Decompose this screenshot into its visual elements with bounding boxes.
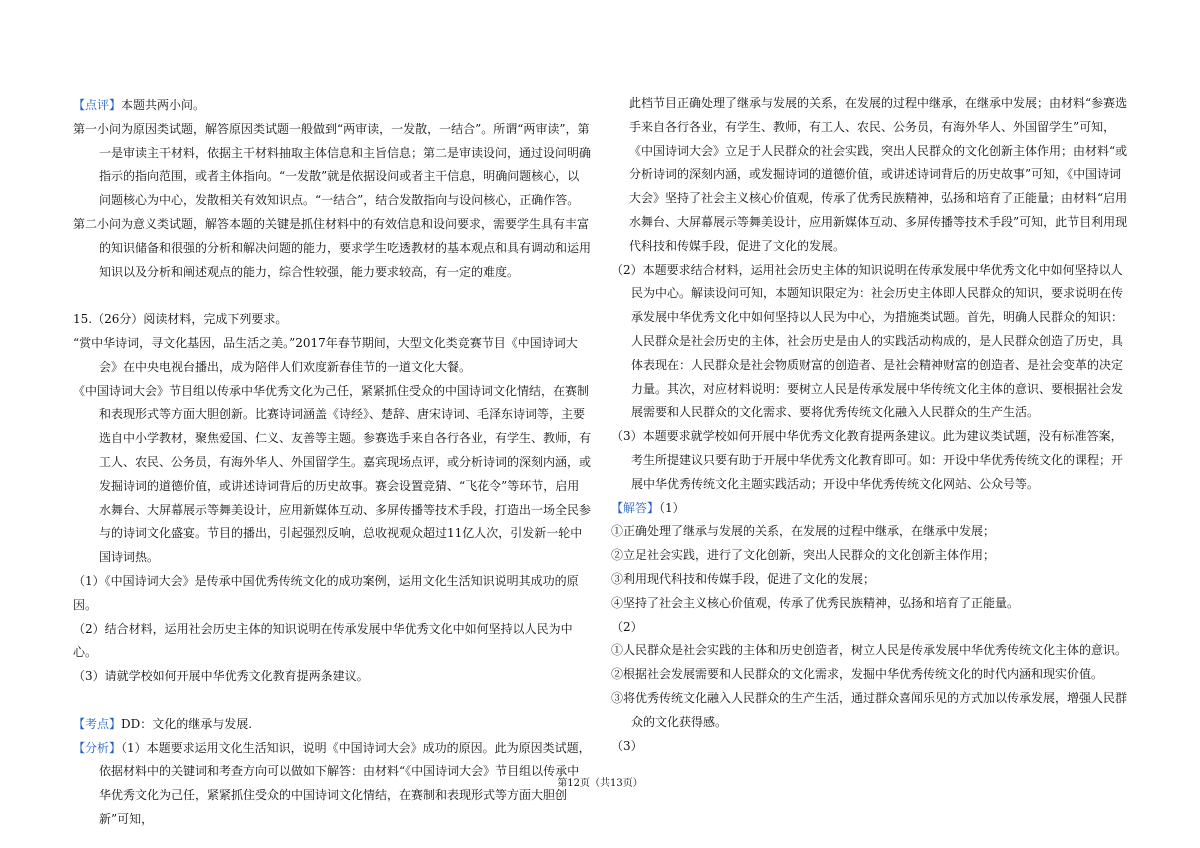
kaodian-tag: 【考点】 xyxy=(73,716,122,731)
sub-question-2: （2）结合材料，运用社会历史主体的知识说明在传承发展中华优秀文化中如何坚持以人民为中心。 xyxy=(73,621,573,660)
answer-2-heading: （2） xyxy=(611,619,643,634)
kaodian-text: DD：文化的继承与发展. xyxy=(121,716,253,731)
answer-2-item-2: ②根据社会发展需要和人民群众的文化需求，发掘中华优秀传统文化的时代内涵和现实价值。 xyxy=(611,667,1104,682)
material-paragraph-1: “赏中华诗词，寻文化基因，品生活之美。”2017年春节期间，大型文化类竞赛节目《中国诗词大会》在中央电视台播出，成为陪伴人们欢度新春佳节的一道文化大餐。 xyxy=(73,335,578,374)
sub-question-3: （3）请就学校如何开展中华优秀文化教育提两条建议。 xyxy=(73,669,369,684)
material-paragraph-2: 《中国诗词大会》节目组以传承中华优秀文化为己任，紧紧抓住受众的中国诗词文化情结，在赛制和表现形式等方面大胆创新。比赛诗词涵盖《诗经》、楚辞、唐宋诗词、毛泽东诗词等，主要选自中小学教材，聚焦爱国、仁义、友善等主题。参赛选手来自各行各业，有学生、教师，有工人、农民、公务员，有海外华人、外国留学生。嘉宾现场点评，或分析诗词的深刻内涵，或发掘诗词的道德价值，或讲述诗词背后的历史故事。赛会设置竞猜、“飞花令”等环节，启用水舞台、大屏幕展示等舞美设计，应用新媒体互动、多屏传播等技术手段，打造出一场全民参与的诗词文化盛宴。节目的播出，引起强烈反响，总收视观众超过11亿人次，引发新一轮中国诗词热。 xyxy=(73,383,592,565)
analysis-part-2: （2）本题要求结合材料，运用社会历史主体的知识说明在传承发展中华优秀文化中如何坚持以人民为中心。解读设问可知，本题知识限定为：社会历史主体即人民群众的知识，要求说明在传承发展中华优秀文化中如何坚持以人民为中心，为措施类试题。首先，明确人民群众的知识：人民群众是社会历史的主体，社会历史是由人的实践活动构成的，是人民群众创造了历史，具体表现在：人民群众是社会物质财富的创造者、是社会精神财富的创造者、是社会变革的决定力量。其次，对应材料说明：要树立人民是传承发展中华传统文化主体的意识、要根据社会发展需要和人民群众的文化需求、要将优秀传统文化融入人民群众的生产生活。 xyxy=(611,262,1124,420)
page-footer: 第12页（共13页） xyxy=(557,778,643,789)
fenxi-tag: 【分析】 xyxy=(73,740,122,755)
spacer xyxy=(73,284,591,308)
spacer xyxy=(73,689,591,713)
dianping-line xyxy=(73,94,591,118)
dianping-tag: 【点评】 xyxy=(73,98,122,112)
dianping-intro: 本题共两小问。 xyxy=(121,98,206,112)
answer-1-heading: （1） xyxy=(659,500,685,515)
dianping-paragraph-1: 第一小问为原因类试题，解答原因类试题一般做到“两审读，一发散，一结合”。所谓“两审读”，第一是审读主干材料，依据主干材料抽取主体信息和主旨信息；第二是审读设问，通过设问明确指示的指向范围，或者主体指向。“一发散”就是依据设问或者主干信息，明确问题核心，以问题核心为中心，发散相关有效知识点。“一结合”，结合发散指向与设问核心，正确作答。 xyxy=(73,121,592,208)
answer-1-item-3: ③利用现代科技和传媒手段，促进了文化的发展； xyxy=(611,571,876,586)
dianping-paragraph-2: 第二小问为意义类试题，解答本题的关键是抓住材料中的有效信息和设问要求，需要学生具有丰富的知识储备和很强的分析和解决问题的能力，要求学生吃透教材的基本观点和具有调动和运用知识以及分析和阐述观点的能力，综合性较强，能力要求较高，有一定的难度。 xyxy=(73,216,592,279)
answer-1-item-4: ④坚持了社会主义核心价值观，传承了优秀民族精神，弘扬和培育了正能量。 xyxy=(611,595,1020,610)
jieda-tag: 【解答】 xyxy=(611,500,660,515)
answer-2-item-3: ③将优秀传统文化融入人民群众的生产生活，通过群众喜闻乐见的方式加以传承发展，增强人民群众的文化获得感。 xyxy=(611,690,1128,729)
answer-3-heading: （3） xyxy=(611,738,643,753)
analysis-part-3: （3）本题要求就学校如何开展中华优秀文化教育提两条建议。此为建议类试题，没有标准答案，考生所提建议只要有助于开展中华优秀文化教育即可。如：开设中华优秀传统文化的课程；开展中华优秀传统文化主题实践活动；开设中华优秀传统文化网站、公众号等。 xyxy=(611,429,1124,491)
answer-1-item-2: ②立足社会实践，进行了文化创新，突出人民群众的文化创新主体作用； xyxy=(611,548,996,563)
answer-2-item-1: ①人民群众是社会实践的主体和历史创造者，树立人民是传承发展中华优秀传统文化主体的意识。 xyxy=(611,643,1128,658)
kaodian-line xyxy=(73,713,591,737)
fenxi-text: （1）本题要求运用文化生活知识，说明《中国诗词大会》成功的原因。此为原因类试题，依据材料中的关键词和考查方向可以做如下解答：由材料“《中国诗词大会》节目组以传承中华优秀文化为己任，紧紧抓住受众的中国诗词文化情结，在赛制和表现形式等方面大胆创新”可知， xyxy=(99,740,591,826)
question-15-heading: 15.（26分）阅读材料，完成下列要求。 xyxy=(73,312,288,327)
analysis-continuation: 此档节目正确处理了继承与发展的关系，在发展的过程中继承，在继承中发展；由材料“参赛选手来自各行各业，有学生、教师，有工人、农民、公务员，有海外华人、外国留学生”可知，《中国诗词大会》立足于人民群众的社会实践，突出人民群众的文化创新主体作用；由材料“或分析诗词的深刻内涵，或发掘诗词的道德价值，或讲述诗词背后的历史故事”可知，《中国诗词大会》坚持了社会主义核心价值观，传承了优秀民族精神，弘扬和培育了正能量；由材料“启用水舞台、大屏幕展示等舞美设计，应用新媒体互动、多屏传播等技术手段”可知，此节目利用现代科技和传媒手段，促进了文化的发展。 xyxy=(629,96,1128,253)
left-column xyxy=(73,94,591,832)
right-column xyxy=(611,92,1131,758)
answer-1-item-1: ①正确处理了继承与发展的关系，在发展的过程中继承，在继承中发展； xyxy=(611,524,996,539)
jieda-line xyxy=(611,497,1131,521)
sub-question-1: （1）《中国诗词大会》是传承中国优秀传统文化的成功案例，运用文化生活知识说明其成功的原因。 xyxy=(73,573,579,612)
